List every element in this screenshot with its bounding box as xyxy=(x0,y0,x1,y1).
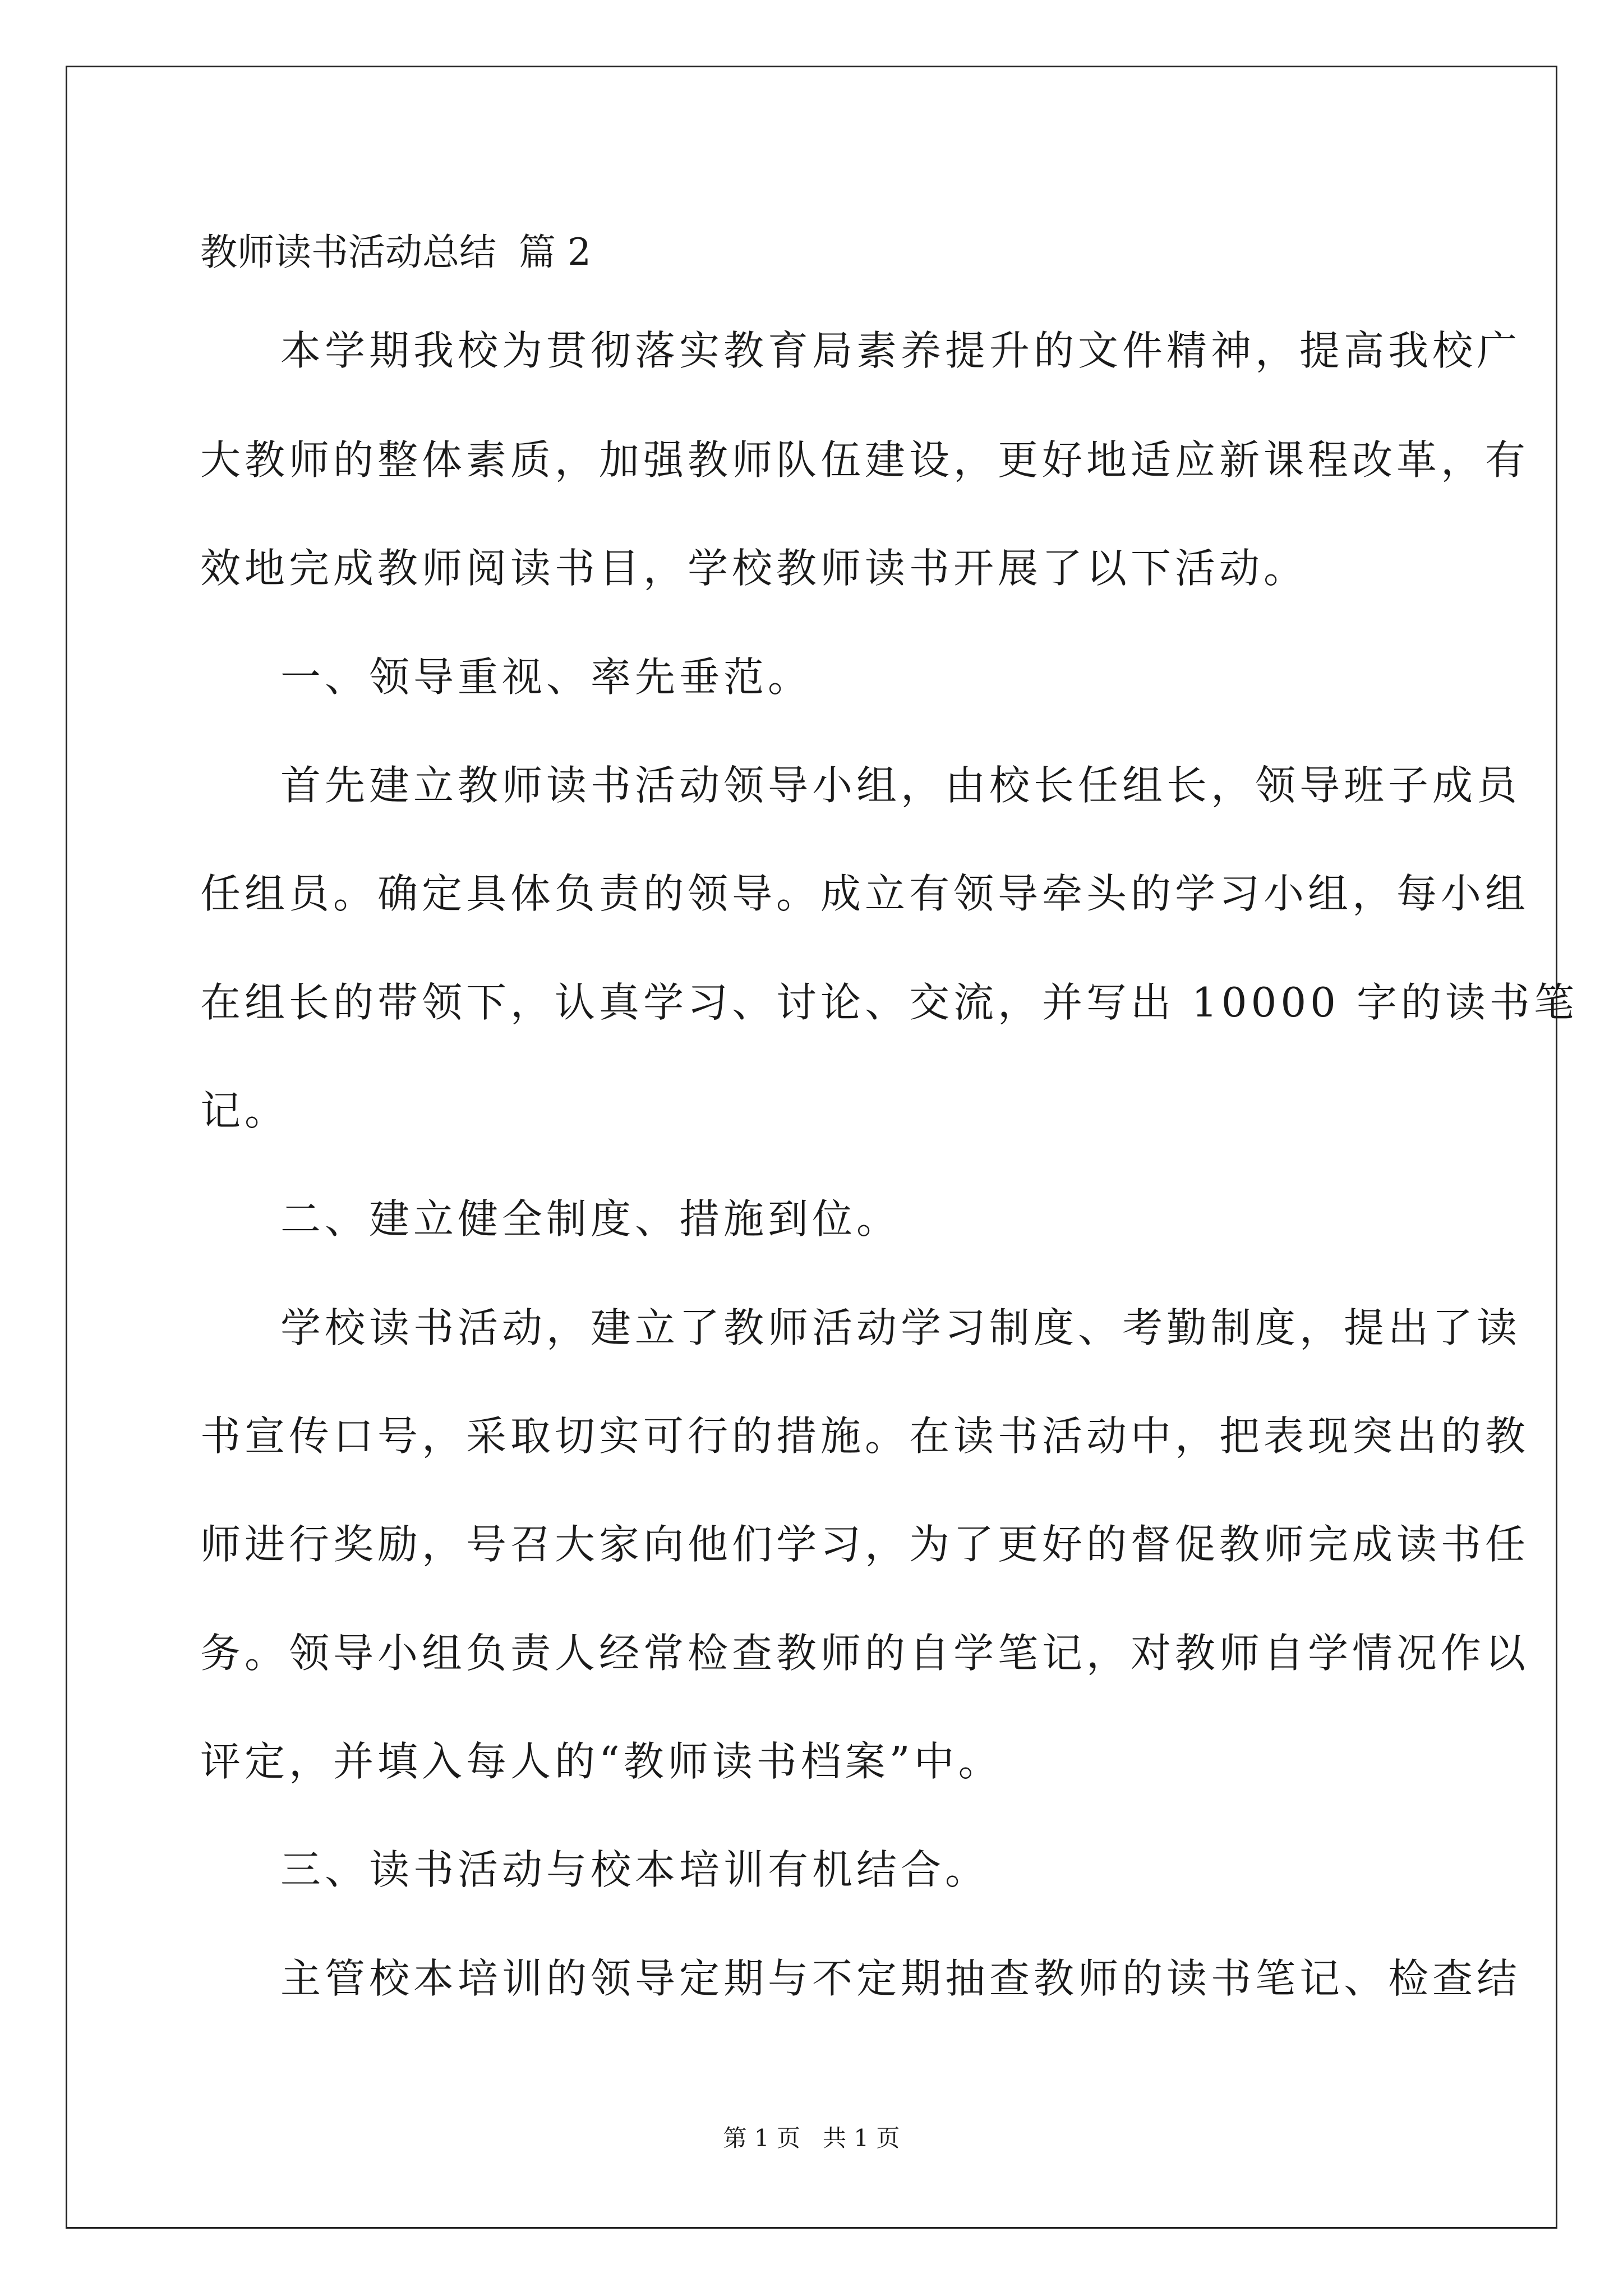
paragraph-2-line-4: 记。 xyxy=(200,1087,289,1134)
page-total: 共 1 页 xyxy=(823,2124,900,2152)
paragraph-3-line-4: 务。领导小组负责人经常检查教师的自学笔记，对教师自学情况作以 xyxy=(200,1630,1530,1677)
paragraph-1-line-3: 效地完成教师阅读书目，学校教师读书开展了以下活动。 xyxy=(200,545,1308,592)
page-number: 第 1 页 xyxy=(723,2124,800,2152)
paragraph-1-line-2: 大教师的整体素质，加强教师队伍建设，更好地适应新课程改革，有 xyxy=(200,436,1530,484)
paragraph-2-line-2: 任组员。确定具体负责的领导。成立有领导牵头的学习小组，每小组 xyxy=(200,870,1530,917)
paragraph-2-line-3: 在组长的带领下，认真学习、讨论、交流，并写出 10000 字的读书笔 xyxy=(200,979,1578,1026)
section-heading-3: 三、读书活动与校本培训有机结合。 xyxy=(280,1846,990,1893)
paragraph-3-line-2: 书宣传口号，采取切实可行的措施。在读书活动中，把表现突出的教 xyxy=(200,1412,1530,1460)
page-frame xyxy=(66,66,1557,2229)
paragraph-1-line-1: 本学期我校为贯彻落实教育局素养提升的文件精神，提高我校广 xyxy=(280,327,1521,374)
paragraph-3-line-5: 评定，并填入每人的“教师读书档案”中。 xyxy=(200,1738,1003,1785)
document-title xyxy=(200,224,591,280)
section-heading-2: 二、建立健全制度、措施到位。 xyxy=(280,1195,901,1243)
section-heading-1: 一、领导重视、率先垂范。 xyxy=(280,654,813,701)
page-footer xyxy=(0,2122,1623,2155)
paragraph-3-line-3: 师进行奖励，号召大家向他们学习，为了更好的督促教师完成读书任 xyxy=(200,1521,1530,1568)
title-suffix: 篇 2 xyxy=(519,231,591,274)
paragraph-2-line-1: 首先建立教师读书活动领导小组，由校长任组长，领导班子成员 xyxy=(280,762,1521,809)
title-text: 教师读书活动总结 xyxy=(200,231,496,274)
paragraph-4-line-1: 主管校本培训的领导定期与不定期抽查教师的读书笔记、检查结 xyxy=(280,1955,1521,2002)
paragraph-3-line-1: 学校读书活动，建立了教师活动学习制度、考勤制度，提出了读 xyxy=(280,1304,1521,1351)
